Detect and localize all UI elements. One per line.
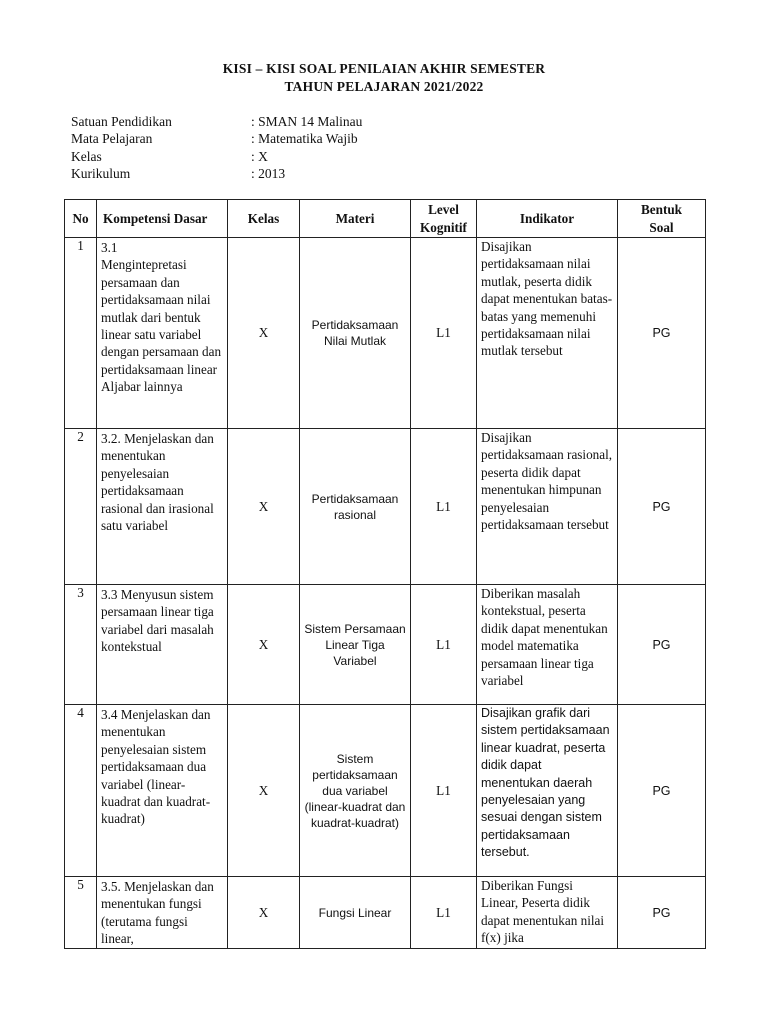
cell-indikator: Diberikan Fungsi Linear, Peserta didik dapat menentukan nilai f(x) jika (477, 877, 618, 949)
meta-row-kelas (71, 148, 362, 165)
cell-kelas: X (228, 585, 300, 705)
meta-value: : 2013 (251, 165, 286, 181)
meta-key: Satuan Pendidikan (71, 114, 172, 129)
cell-kompetensi-dasar: 3.2. Menjelaskan dan menentukan penyelesaian pertidaksamaan rasional dan irasional satu variabel (97, 429, 228, 585)
cell-bentuk-soal: PG (618, 429, 706, 585)
cell-bentuk-soal: PG (618, 238, 706, 429)
cell-materi: Sistem Persamaan Linear Tiga Variabel (300, 585, 411, 705)
cell-materi: Pertidaksamaan Nilai Mutlak (300, 238, 411, 429)
cell-indikator: Diberikan masalah kontekstual, peserta didik dapat menentukan model matematika persamaan linear tiga variabel (477, 585, 618, 705)
header-no: No (65, 200, 97, 238)
table-row (65, 585, 706, 705)
meta-key: Mata Pelajaran (71, 131, 153, 147)
meta-value: : X (251, 148, 268, 164)
cell-level: L1 (411, 429, 477, 585)
header-kelas: Kelas (228, 200, 300, 238)
cell-kompetensi-dasar: 3.4 Menjelaskan dan menentukan penyelesaian sistem pertidaksamaan dua variabel (linear-kuadrat dan kuadrat-kuadrat) (97, 705, 228, 877)
header-bentuk-line1: Bentuk (640, 202, 683, 217)
cell-level: L1 (411, 238, 477, 429)
cell-indikator: Disajikan pertidaksamaan nilai mutlak, peserta didik dapat menentukan batas-batas yang memenuhi pertidaksamaan nilai mutlak tersebut (477, 238, 618, 429)
cell-bentuk-soal: PG (618, 877, 706, 949)
meta-row-mapel (71, 130, 362, 147)
cell-kelas: X (228, 429, 300, 585)
cell-kelas: X (228, 238, 300, 429)
cell-no: 5 (65, 877, 97, 949)
cell-kompetensi-dasar: 3.3 Menyusun sistem persamaan linear tiga variabel dari masalah kontekstual (97, 585, 228, 705)
meta-row-kurikulum (71, 165, 362, 182)
header-level-kognitif (411, 200, 477, 238)
header-kompetensi-dasar: Kompetensi Dasar (97, 200, 228, 238)
header-bentuk-soal (618, 200, 706, 238)
cell-level: L1 (411, 585, 477, 705)
cell-level: L1 (411, 705, 477, 877)
header-level-line2: Kognitif (420, 219, 467, 235)
cell-kelas: X (228, 877, 300, 949)
cell-no: 2 (65, 429, 97, 585)
cell-materi: Pertidaksamaan rasional (300, 429, 411, 585)
cell-kompetensi-dasar: 3.5. Menjelaskan dan menentukan fungsi (terutama fungsi linear, (97, 877, 228, 949)
table-row (65, 238, 706, 429)
cell-indikator: Disajikan grafik dari sistem pertidaksamaan linear kuadrat, peserta didik dapat menentukan daerah penyelesaian yang sesuai dengan sistem pertidaksamaan tersebut. (477, 705, 618, 877)
cell-no: 3 (65, 585, 97, 705)
table-row (65, 429, 706, 585)
kisi-table (64, 199, 706, 949)
meta-key: Kelas (71, 148, 102, 164)
document-title: KISI – KISI SOAL PENILAIAN AKHIR SEMESTER (222, 61, 546, 76)
cell-bentuk-soal: PG (618, 705, 706, 877)
cell-no: 1 (65, 238, 97, 429)
cell-materi: Sistem pertidaksamaan dua variabel (linear-kuadrat dan kuadrat-kuadrat) (300, 705, 411, 877)
document-subtitle: TAHUN PELAJARAN 2021/2022 (284, 79, 484, 94)
cell-materi: Fungsi Linear (300, 877, 411, 949)
header-indikator: Indikator (477, 200, 618, 238)
meta-key: Kurikulum (71, 165, 131, 181)
cell-kelas: X (228, 705, 300, 877)
identity-block (71, 113, 362, 182)
meta-value: : Matematika Wajib (251, 131, 358, 147)
cell-no: 4 (65, 705, 97, 877)
header-level-line1: Level (428, 202, 459, 217)
cell-indikator: Disajikan pertidaksamaan rasional, peserta didik dapat menentukan himpunan penyelesaian pertidaksamaan tersebut (477, 429, 618, 585)
header-materi: Materi (300, 200, 411, 238)
cell-level: L1 (411, 877, 477, 949)
meta-row-satuan (71, 113, 362, 130)
cell-kompetensi-dasar: 3.1 Mengintepretasi persamaan dan pertidaksamaan nilai mutlak dari bentuk linear satu variabel dengan persamaan dan pertidaksamaan linear Aljabar lainnya (97, 238, 228, 429)
table-header-row (65, 200, 706, 238)
cell-bentuk-soal: PG (618, 585, 706, 705)
table-row (65, 705, 706, 877)
table-row (65, 877, 706, 949)
meta-value: : SMAN 14 Malinau (251, 114, 363, 129)
header-bentuk-line2: Soal (649, 219, 674, 235)
